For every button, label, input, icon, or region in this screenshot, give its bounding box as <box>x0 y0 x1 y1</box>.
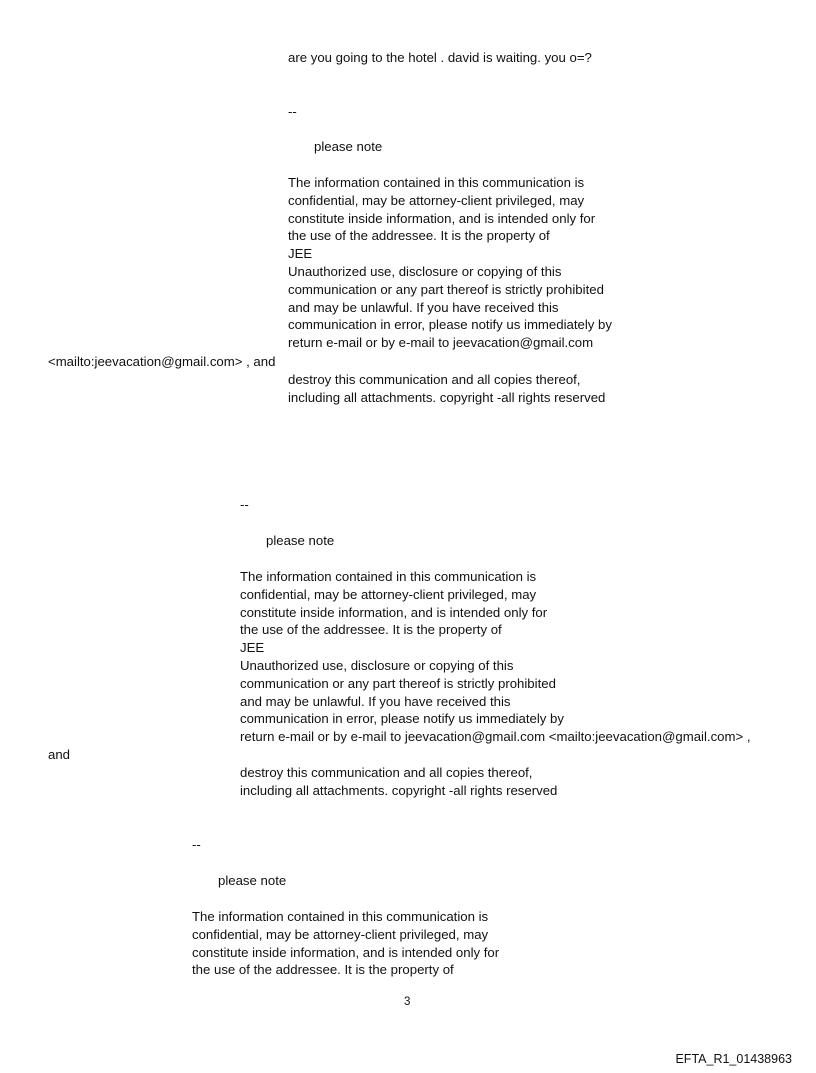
note-heading: please note <box>314 139 383 154</box>
mailto-wrap-line: and <box>48 747 71 762</box>
disclaimer-line: the use of the addressee. It is the property of <box>288 228 550 244</box>
disclaimer-line: constitute inside information, and is intended only for <box>288 210 596 226</box>
note-heading: please note <box>218 873 287 888</box>
disclaimer-line: confidential, may be attorney-client privileged, may <box>240 586 537 602</box>
disclaimer-line: return e-mail or by e-mail to jeevacation@gmail.com <box>288 335 594 351</box>
disclaimer-line: communication or any part thereof is strictly prohibited <box>240 675 556 691</box>
page-number: 3 <box>404 996 411 1008</box>
disclaimer-line: communication in error, please notify us immediately by <box>288 317 612 333</box>
disclaimer-body <box>192 908 499 979</box>
disclaimer-line: including all attachments. copyright -all rights reserved <box>288 389 606 405</box>
disclaimer-line: confidential, may be attorney-client privileged, may <box>288 192 585 208</box>
disclaimer-line: and may be unlawful. If you have received this <box>240 693 511 709</box>
separator: -- <box>192 837 201 852</box>
disclaimer-line: the use of the addressee. It is the property of <box>192 962 454 978</box>
disclaimer-line: The information contained in this communication is <box>288 175 585 190</box>
disclaimer-line: Unauthorized use, disclosure or copying of this <box>240 657 514 673</box>
disclaimer-tail <box>240 764 557 800</box>
disclaimer-line: The information contained in this communication is <box>192 909 489 924</box>
disclaimer-line: communication in error, please notify us immediately by <box>240 711 564 727</box>
disclaimer-line: JEE <box>240 640 265 656</box>
disclaimer-line: communication or any part thereof is strictly prohibited <box>288 281 604 297</box>
disclaimer-line: and may be unlawful. If you have received this <box>288 299 559 315</box>
disclaimer-line: destroy this communication and all copies thereof, <box>288 372 581 387</box>
document-id: EFTA_R1_01438963 <box>675 1052 792 1066</box>
disclaimer-line: The information contained in this communication is <box>240 569 537 584</box>
disclaimer-line: Unauthorized use, disclosure or copying of this <box>288 263 562 279</box>
disclaimer-line: confidential, may be attorney-client privileged, may <box>192 926 489 942</box>
note-heading: please note <box>266 533 335 548</box>
disclaimer-line: return e-mail or by e-mail to jeevacation@gmail.com <mailto:jeevacation@gmail.com> , <box>240 729 751 745</box>
message-text: are you going to the hotel . david is waiting. you o=? <box>288 50 592 65</box>
disclaimer-line: constitute inside information, and is intended only for <box>240 604 548 620</box>
disclaimer-line: destroy this communication and all copies thereof, <box>240 765 533 780</box>
separator: -- <box>240 497 249 512</box>
disclaimer-body <box>288 174 612 352</box>
disclaimer-line: constitute inside information, and is intended only for <box>192 944 500 960</box>
disclaimer-body <box>240 568 751 746</box>
mailto-wrap-line: <mailto:jeevacation@gmail.com> , and <box>48 354 276 369</box>
disclaimer-line: including all attachments. copyright -all rights reserved <box>240 782 558 798</box>
disclaimer-line: the use of the addressee. It is the property of <box>240 622 502 638</box>
disclaimer-tail <box>288 371 605 407</box>
separator: -- <box>288 104 297 119</box>
disclaimer-line: JEE <box>288 246 313 262</box>
